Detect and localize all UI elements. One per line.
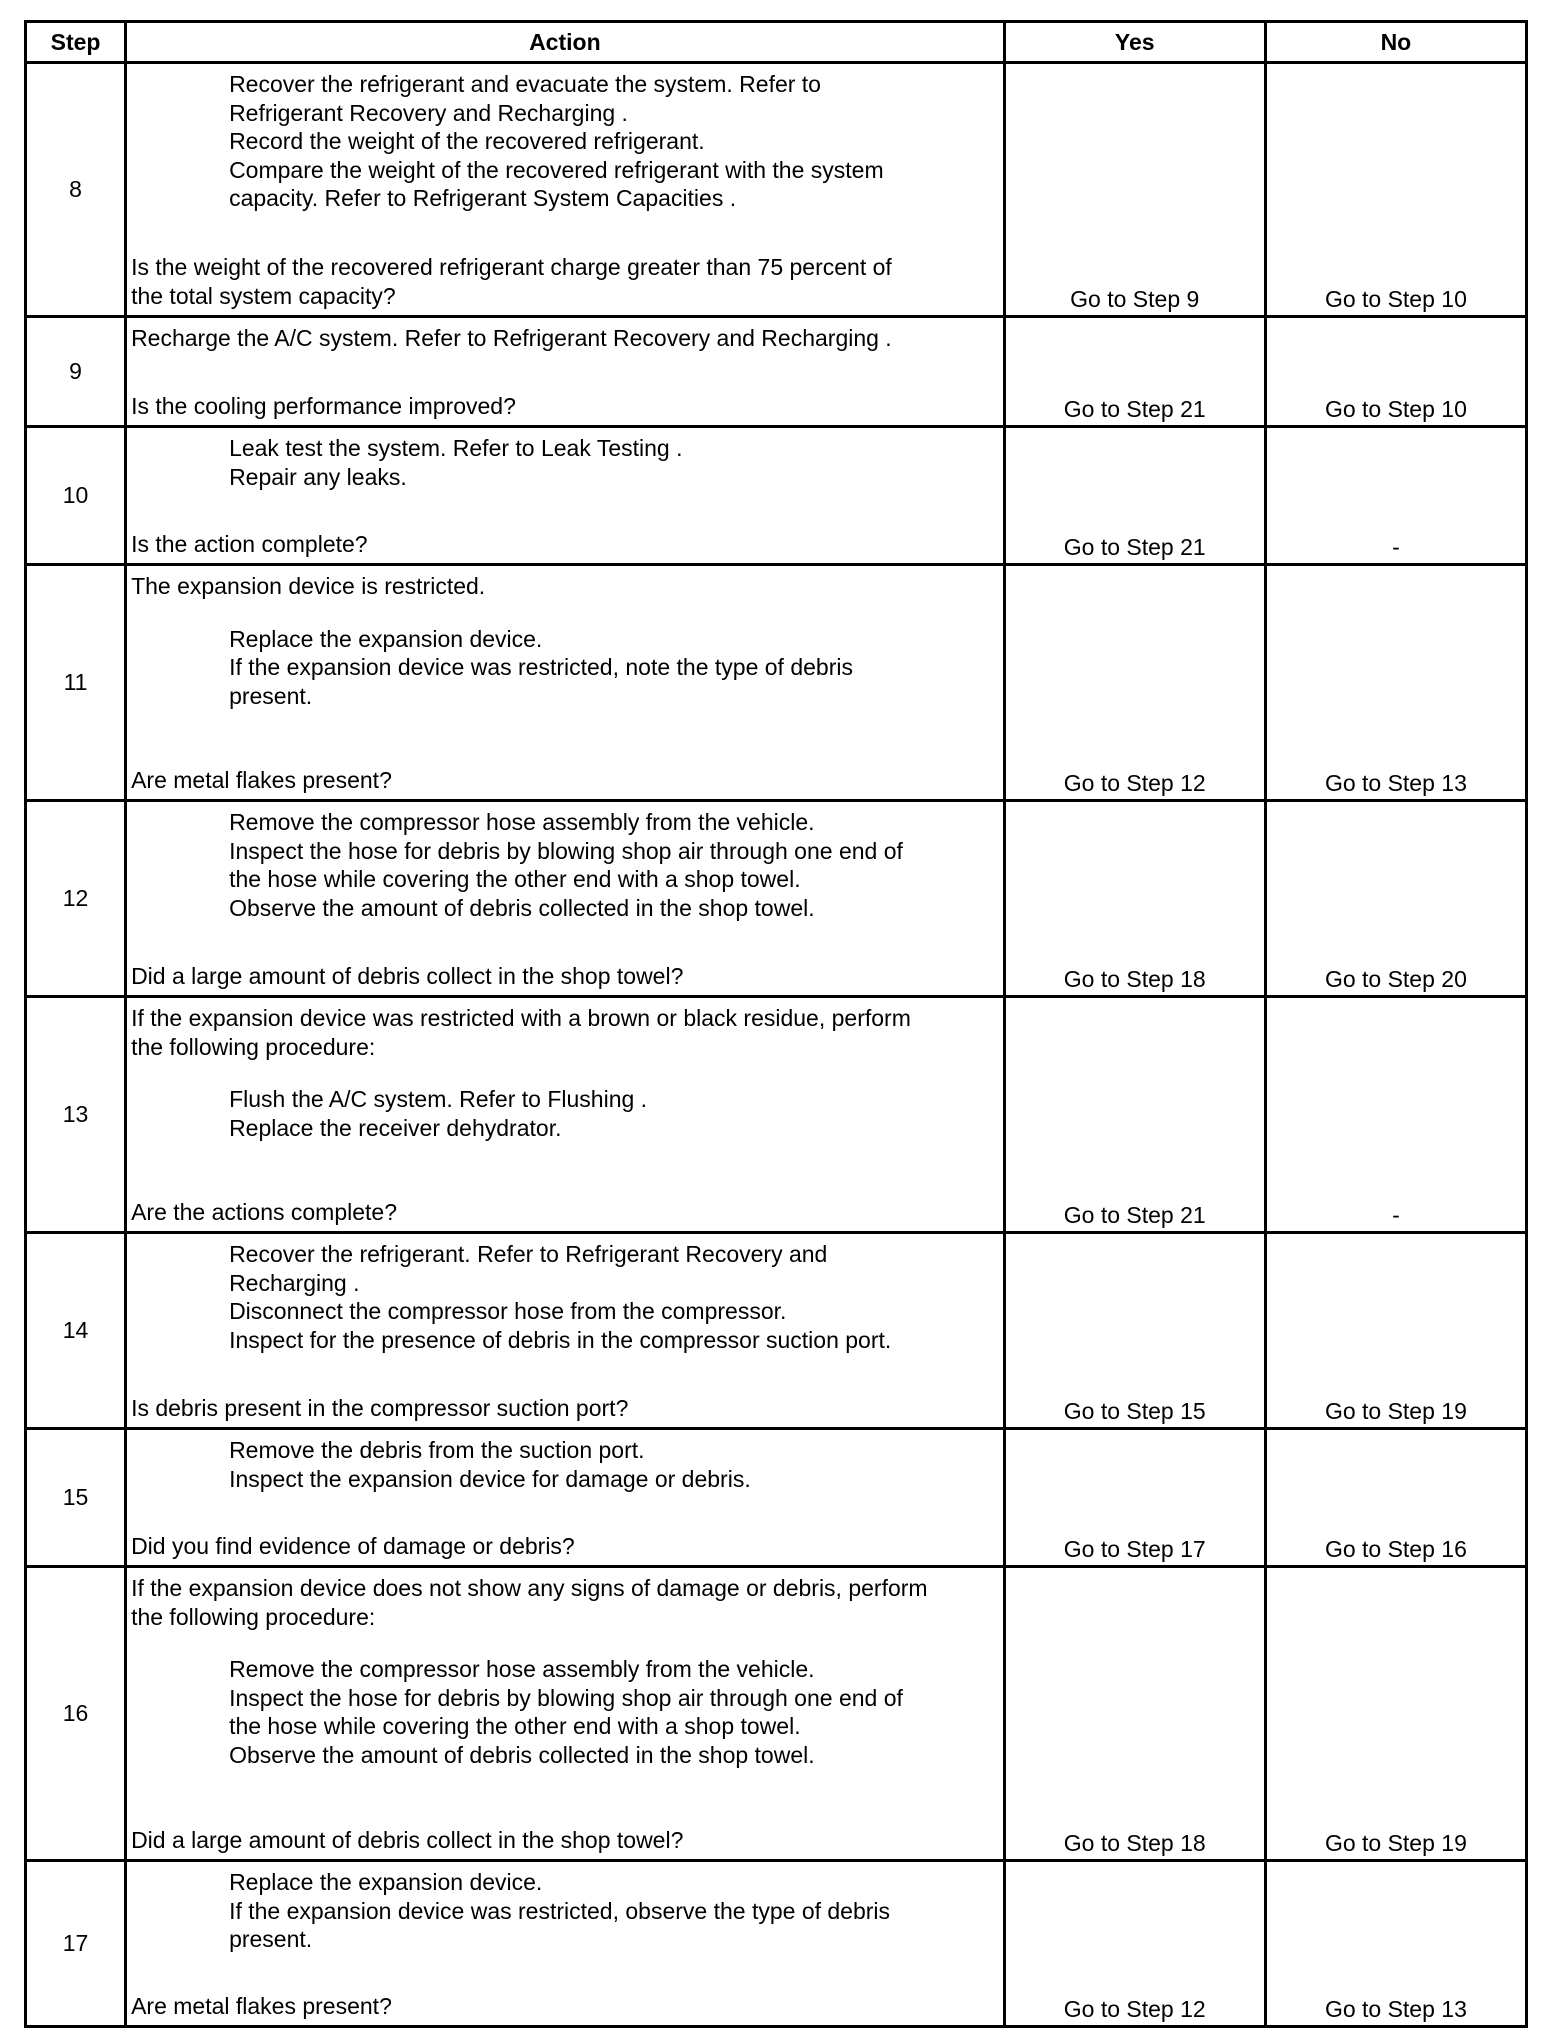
- action-cell: [126, 997, 1005, 1233]
- action-line: Recover the refrigerant. Refer to Refrigerant Recovery and: [229, 1241, 828, 1267]
- table-row: [26, 801, 1527, 997]
- question-line: Did you find evidence of damage or debris?: [131, 1532, 575, 1559]
- no-result: Go to Step 13: [1265, 565, 1526, 801]
- action-cell: [126, 801, 1005, 997]
- yes-result: Go to Step 9: [1004, 63, 1265, 317]
- action-line: Inspect the hose for debris by blowing shop air through one end of: [229, 1684, 903, 1711]
- table-body: [26, 63, 1527, 2027]
- header-yes: Yes: [1004, 22, 1265, 63]
- action-line: Compare the weight of the recovered refrigerant with the system: [229, 156, 884, 183]
- action-line: Replace the expansion device.: [229, 625, 543, 652]
- question-line: Are metal flakes present?: [131, 766, 392, 793]
- question-line: Is debris present in the compressor suction port?: [131, 1394, 629, 1421]
- no-result: Go to Step 19: [1265, 1233, 1526, 1429]
- action-line: Recharge the A/C system. Refer to Refrigerant Recovery and Recharging .: [131, 325, 892, 351]
- step-number: 9: [26, 317, 126, 427]
- condition-text: [131, 1574, 999, 1631]
- procedure-steps: [131, 1436, 999, 1493]
- no-result: Go to Step 13: [1265, 1861, 1526, 2027]
- action-line: Replace the receiver dehydrator.: [229, 1114, 562, 1141]
- action-line: the following procedure:: [131, 1033, 376, 1060]
- action-line: Flush the A/C system. Refer to Flushing .: [229, 1086, 648, 1112]
- procedure-steps: [131, 1085, 999, 1142]
- procedure-steps: [131, 1240, 999, 1354]
- header-no: No: [1265, 22, 1526, 63]
- question-text: [131, 766, 999, 795]
- table-row: [26, 427, 1527, 565]
- question-text: [131, 1826, 999, 1855]
- procedure-steps: [131, 70, 999, 213]
- question-line: Is the cooling performance improved?: [131, 392, 516, 419]
- yes-result: Go to Step 12: [1004, 1861, 1265, 2027]
- action-line: present.: [229, 1926, 313, 1952]
- step-number: 12: [26, 801, 126, 997]
- condition-text: [131, 1004, 999, 1061]
- table-row: [26, 565, 1527, 801]
- question-line: Did a large amount of debris collect in the shop towel?: [131, 962, 684, 989]
- no-result: Go to Step 16: [1265, 1429, 1526, 1567]
- question-text: [131, 1532, 999, 1561]
- action-line: the hose while covering the other end with a shop towel.: [229, 1713, 801, 1739]
- question-line: Is the weight of the recovered refrigerant charge greater than 75 percent of: [131, 254, 892, 280]
- no-result: -: [1265, 427, 1526, 565]
- question-text: [131, 530, 999, 559]
- no-result: Go to Step 20: [1265, 801, 1526, 997]
- question-text: [131, 392, 999, 421]
- condition-text: [131, 324, 999, 353]
- action-line: Remove the debris from the suction port.: [229, 1437, 645, 1463]
- step-number: 15: [26, 1429, 126, 1567]
- question-line: Are the actions complete?: [131, 1198, 397, 1225]
- action-line: Inspect the expansion device for damage or debris.: [229, 1465, 751, 1492]
- action-line: the following procedure:: [131, 1603, 376, 1630]
- action-line: If the expansion device was restricted, observe the type of debris: [229, 1897, 891, 1924]
- action-line: If the expansion device does not show any signs of damage or debris, perform: [131, 1575, 928, 1601]
- header-step: Step: [26, 22, 126, 63]
- action-cell: [126, 317, 1005, 427]
- step-number: 13: [26, 997, 126, 1233]
- action-line: Record the weight of the recovered refrigerant.: [229, 128, 705, 154]
- table-row: [26, 997, 1527, 1233]
- step-number: 8: [26, 63, 126, 317]
- yes-result: Go to Step 12: [1004, 565, 1265, 801]
- question-text: [131, 1198, 999, 1227]
- procedure-steps: [131, 1868, 999, 1954]
- yes-result: Go to Step 18: [1004, 801, 1265, 997]
- question-text: [131, 1992, 999, 2021]
- yes-result: Go to Step 18: [1004, 1567, 1265, 1861]
- question-line: the total system capacity?: [131, 282, 396, 309]
- yes-result: Go to Step 21: [1004, 997, 1265, 1233]
- yes-result: Go to Step 15: [1004, 1233, 1265, 1429]
- procedure-steps: [131, 625, 999, 711]
- action-line: Replace the expansion device.: [229, 1869, 543, 1895]
- action-cell: [126, 1429, 1005, 1567]
- question-text: [131, 1394, 999, 1423]
- procedure-steps: [131, 434, 999, 491]
- step-number: 10: [26, 427, 126, 565]
- no-result: Go to Step 19: [1265, 1567, 1526, 1861]
- action-line: present.: [229, 682, 313, 709]
- action-line: Recharging .: [229, 1269, 360, 1296]
- procedure-steps: [131, 1655, 999, 1769]
- action-line: Recover the refrigerant and evacuate the system. Refer to: [229, 71, 821, 97]
- action-line: The expansion device is restricted.: [131, 573, 486, 599]
- step-number: 17: [26, 1861, 126, 2027]
- action-cell: [126, 1567, 1005, 1861]
- action-line: capacity. Refer to Refrigerant System Capacities .: [229, 185, 737, 211]
- action-line: If the expansion device was restricted, note the type of debris: [229, 654, 853, 680]
- action-line: Disconnect the compressor hose from the compressor.: [229, 1298, 787, 1324]
- action-cell: [126, 565, 1005, 801]
- action-line: If the expansion device was restricted with a brown or black residue, perform: [131, 1005, 911, 1031]
- condition-text: [131, 572, 999, 601]
- no-result: -: [1265, 997, 1526, 1233]
- action-line: Remove the compressor hose assembly from the vehicle.: [229, 1656, 815, 1682]
- question-line: Did a large amount of debris collect in the shop towel?: [131, 1826, 684, 1853]
- yes-result: Go to Step 17: [1004, 1429, 1265, 1567]
- step-number: 16: [26, 1567, 126, 1861]
- table-row: [26, 1567, 1527, 1861]
- action-line: Leak test the system. Refer to Leak Testing .: [229, 435, 683, 461]
- step-number: 11: [26, 565, 126, 801]
- action-line: Remove the compressor hose assembly from the vehicle.: [229, 809, 815, 835]
- action-line: Observe the amount of debris collected in the shop towel.: [229, 1741, 815, 1768]
- action-cell: [126, 1861, 1005, 2027]
- action-line: Observe the amount of debris collected in the shop towel.: [229, 894, 815, 921]
- table-row: [26, 1861, 1527, 2027]
- yes-result: Go to Step 21: [1004, 317, 1265, 427]
- yes-result: Go to Step 21: [1004, 427, 1265, 565]
- table-row: [26, 1233, 1527, 1429]
- action-line: Refrigerant Recovery and Recharging .: [229, 99, 628, 126]
- action-cell: [126, 427, 1005, 565]
- question-line: Is the action complete?: [131, 530, 368, 557]
- header-row: [26, 22, 1527, 63]
- procedure-steps: [131, 808, 999, 922]
- question-line: Are metal flakes present?: [131, 1992, 392, 2019]
- action-cell: [126, 63, 1005, 317]
- table-row: [26, 63, 1527, 317]
- action-cell: [126, 1233, 1005, 1429]
- no-result: Go to Step 10: [1265, 317, 1526, 427]
- question-text: [131, 253, 999, 310]
- action-line: Inspect for the presence of debris in the compressor suction port.: [229, 1326, 892, 1353]
- diagnostic-table: [24, 20, 1528, 2028]
- no-result: Go to Step 10: [1265, 63, 1526, 317]
- action-line: Inspect the hose for debris by blowing shop air through one end of: [229, 837, 903, 864]
- action-line: the hose while covering the other end with a shop towel.: [229, 866, 801, 892]
- table-row: [26, 317, 1527, 427]
- header-action: Action: [126, 22, 1005, 63]
- step-number: 14: [26, 1233, 126, 1429]
- table-row: [26, 1429, 1527, 1567]
- action-line: Repair any leaks.: [229, 463, 407, 490]
- question-text: [131, 962, 999, 991]
